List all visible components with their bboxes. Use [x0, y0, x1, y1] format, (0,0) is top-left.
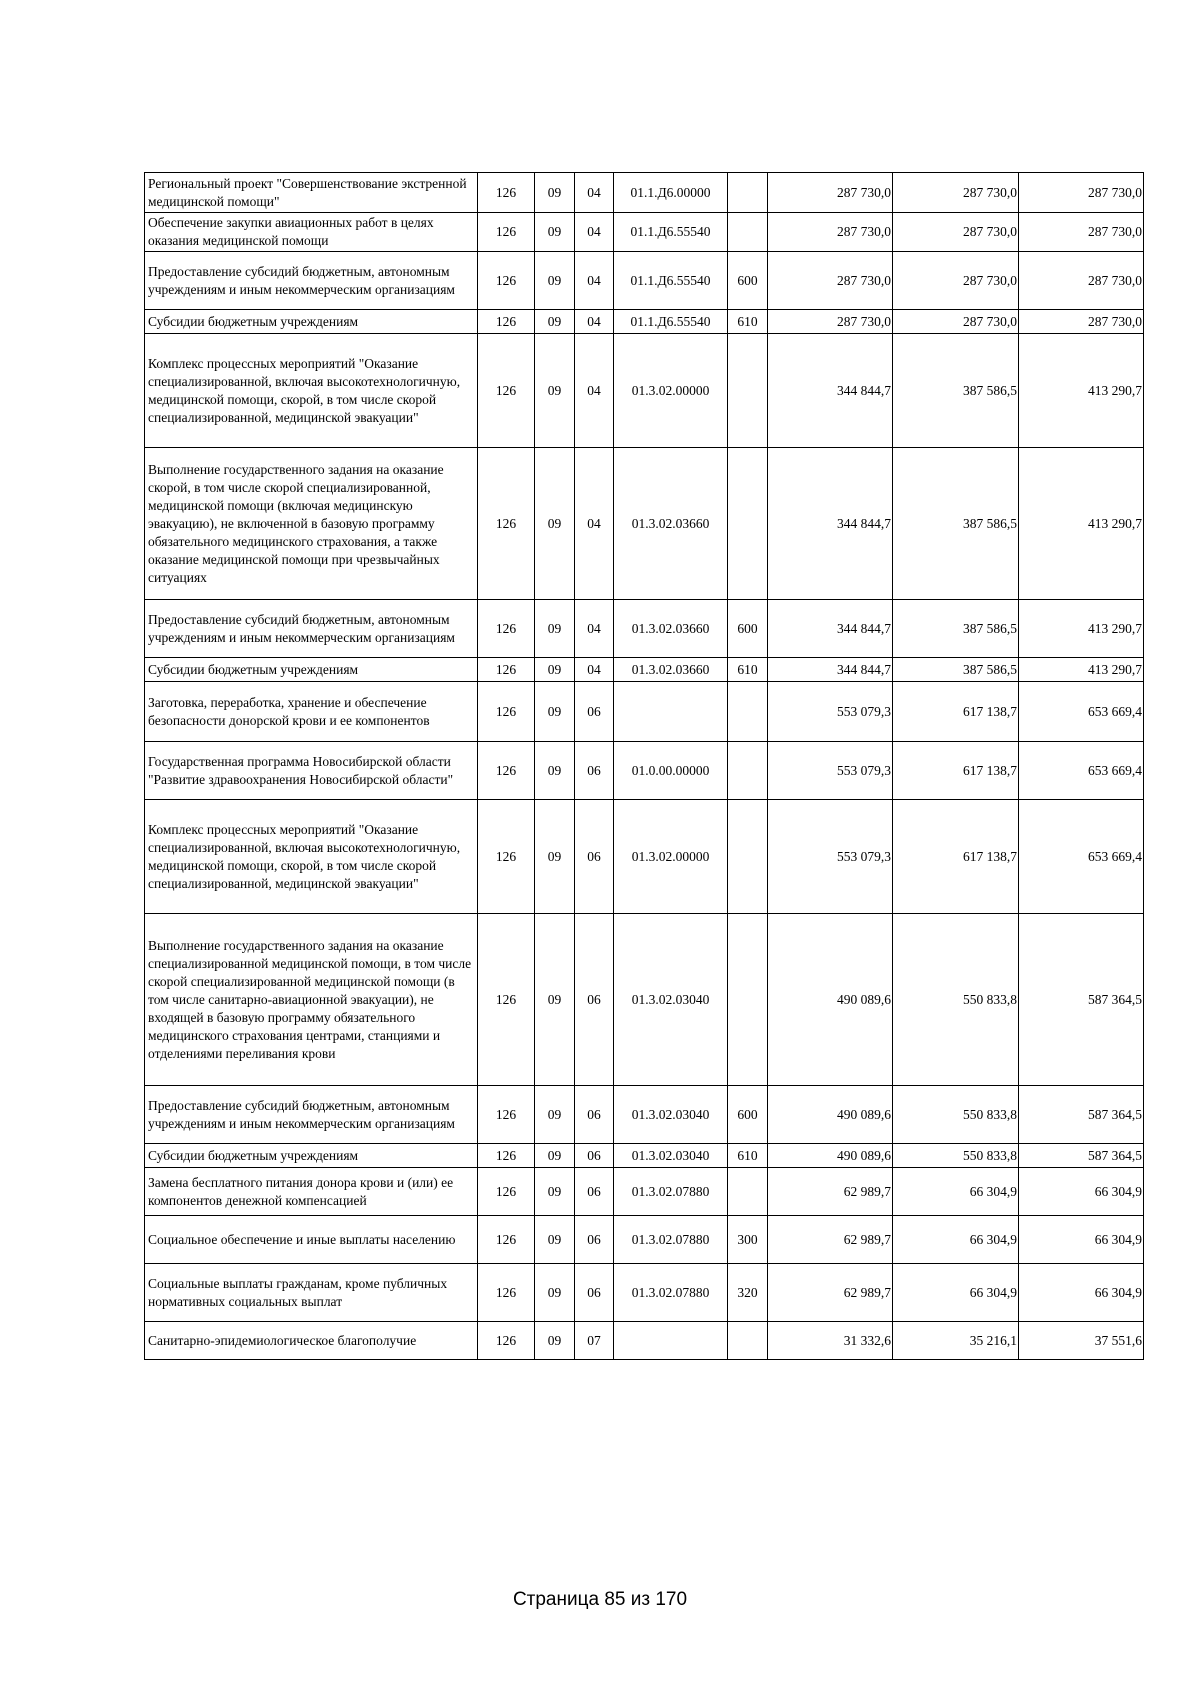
target-article: 01.3.02.03040: [614, 1144, 728, 1168]
ministry-code: 126: [478, 1086, 535, 1144]
sum-year-2: 287 730,0: [893, 173, 1019, 213]
section-code: 09: [535, 213, 575, 252]
row-name: Комплекс процессных мероприятий "Оказание специализированной, включая высокотехнологичную, медицинской помощи, скорой, в том числе скорой специализированной, медицинской эвакуации": [145, 800, 478, 914]
sum-year-2: 387 586,5: [893, 448, 1019, 600]
target-article: 01.3.02.07880: [614, 1264, 728, 1322]
ministry-code: 126: [478, 1264, 535, 1322]
section-code: 09: [535, 1144, 575, 1168]
sum-year-2: 66 304,9: [893, 1216, 1019, 1264]
expense-type: [728, 334, 768, 448]
section-code: 09: [535, 800, 575, 914]
sum-year-3: 287 730,0: [1019, 252, 1144, 310]
sum-year-1: 344 844,7: [768, 600, 893, 658]
section-code: 09: [535, 600, 575, 658]
row-name: Обеспечение закупки авиационных работ в целях оказания медицинской помощи: [145, 213, 478, 252]
expense-type: [728, 682, 768, 742]
section-code: 09: [535, 252, 575, 310]
subsection-code: 07: [575, 1322, 614, 1360]
section-code: 09: [535, 173, 575, 213]
table-row: [145, 742, 1144, 800]
sum-year-1: 62 989,7: [768, 1216, 893, 1264]
expense-type: [728, 1168, 768, 1216]
sum-year-3: 587 364,5: [1019, 1144, 1144, 1168]
expense-type: [728, 742, 768, 800]
sum-year-1: 553 079,3: [768, 800, 893, 914]
target-article: 01.1.Д6.55540: [614, 213, 728, 252]
expense-type: 300: [728, 1216, 768, 1264]
subsection-code: 06: [575, 1264, 614, 1322]
table-row: [145, 682, 1144, 742]
subsection-code: 06: [575, 1216, 614, 1264]
sum-year-2: 287 730,0: [893, 310, 1019, 334]
sum-year-1: 344 844,7: [768, 334, 893, 448]
row-name: Санитарно-эпидемиологическое благополучие: [145, 1322, 478, 1360]
section-code: 09: [535, 1168, 575, 1216]
subsection-code: 04: [575, 173, 614, 213]
sum-year-1: 553 079,3: [768, 742, 893, 800]
target-article: 01.0.00.00000: [614, 742, 728, 800]
expense-type: 600: [728, 252, 768, 310]
subsection-code: 06: [575, 1168, 614, 1216]
expense-type: 320: [728, 1264, 768, 1322]
expense-type: [728, 448, 768, 600]
subsection-code: 04: [575, 658, 614, 682]
row-name: Субсидии бюджетным учреждениям: [145, 1144, 478, 1168]
target-article: [614, 1322, 728, 1360]
subsection-code: 06: [575, 1086, 614, 1144]
expense-type: [728, 914, 768, 1086]
subsection-code: 04: [575, 213, 614, 252]
section-code: 09: [535, 742, 575, 800]
row-name: Субсидии бюджетным учреждениям: [145, 658, 478, 682]
target-article: 01.3.02.00000: [614, 334, 728, 448]
sum-year-2: 35 216,1: [893, 1322, 1019, 1360]
sum-year-3: 413 290,7: [1019, 334, 1144, 448]
section-code: 09: [535, 682, 575, 742]
target-article: 01.3.02.03660: [614, 658, 728, 682]
sum-year-3: 37 551,6: [1019, 1322, 1144, 1360]
sum-year-1: 287 730,0: [768, 213, 893, 252]
sum-year-2: 617 138,7: [893, 742, 1019, 800]
row-name: Региональный проект "Совершенствование экстренной медицинской помощи": [145, 173, 478, 213]
sum-year-3: 287 730,0: [1019, 173, 1144, 213]
ministry-code: 126: [478, 448, 535, 600]
sum-year-2: 550 833,8: [893, 1144, 1019, 1168]
expense-type: 610: [728, 1144, 768, 1168]
row-name: Социальное обеспечение и иные выплаты населению: [145, 1216, 478, 1264]
sum-year-1: 553 079,3: [768, 682, 893, 742]
sum-year-1: 287 730,0: [768, 173, 893, 213]
row-name: Комплекс процессных мероприятий "Оказание специализированной, включая высокотехнологичную, медицинской помощи, скорой, в том числе скорой специализированной, медицинской эвакуации": [145, 334, 478, 448]
ministry-code: 126: [478, 1168, 535, 1216]
table-row: [145, 1168, 1144, 1216]
row-name: Выполнение государственного задания на оказание специализированной медицинской помощи, в том числе скорой специализированной медицинской помощи (в том числе санитарно-авиационной эвакуации), не входящей в базовую программу обязательного медицинского страхования центрами, станциями и отделениями переливания крови: [145, 914, 478, 1086]
sum-year-1: 490 089,6: [768, 1144, 893, 1168]
budget-table: [144, 172, 1144, 1360]
target-article: 01.1.Д6.55540: [614, 252, 728, 310]
ministry-code: 126: [478, 800, 535, 914]
sum-year-3: 587 364,5: [1019, 1086, 1144, 1144]
target-article: 01.3.02.03040: [614, 914, 728, 1086]
table-row: [145, 213, 1144, 252]
target-article: 01.3.02.03660: [614, 600, 728, 658]
ministry-code: 126: [478, 658, 535, 682]
sum-year-1: 490 089,6: [768, 1086, 893, 1144]
expense-type: 600: [728, 1086, 768, 1144]
section-code: 09: [535, 1216, 575, 1264]
sum-year-3: 653 669,4: [1019, 682, 1144, 742]
section-code: 09: [535, 334, 575, 448]
table-row: [145, 1144, 1144, 1168]
target-article: 01.3.02.00000: [614, 800, 728, 914]
sum-year-1: 287 730,0: [768, 310, 893, 334]
sum-year-3: 413 290,7: [1019, 600, 1144, 658]
table-row: [145, 658, 1144, 682]
row-name: Социальные выплаты гражданам, кроме публичных нормативных социальных выплат: [145, 1264, 478, 1322]
sum-year-3: 287 730,0: [1019, 310, 1144, 334]
sum-year-3: 66 304,9: [1019, 1264, 1144, 1322]
expense-type: 610: [728, 658, 768, 682]
target-article: 01.1.Д6.55540: [614, 310, 728, 334]
ministry-code: 126: [478, 252, 535, 310]
table-row: [145, 334, 1144, 448]
subsection-code: 06: [575, 800, 614, 914]
sum-year-2: 550 833,8: [893, 914, 1019, 1086]
section-code: 09: [535, 914, 575, 1086]
sum-year-2: 387 586,5: [893, 600, 1019, 658]
row-name: Предоставление субсидий бюджетным, автономным учреждениям и иным некоммерческим организациям: [145, 1086, 478, 1144]
expense-type: [728, 173, 768, 213]
sum-year-1: 62 989,7: [768, 1264, 893, 1322]
row-name: Государственная программа Новосибирской области "Развитие здравоохранения Новосибирской области": [145, 742, 478, 800]
section-code: 09: [535, 658, 575, 682]
subsection-code: 04: [575, 334, 614, 448]
table-row: [145, 448, 1144, 600]
sum-year-3: 287 730,0: [1019, 213, 1144, 252]
section-code: 09: [535, 1086, 575, 1144]
ministry-code: 126: [478, 914, 535, 1086]
sum-year-3: 653 669,4: [1019, 742, 1144, 800]
table-row: [145, 1086, 1144, 1144]
table-row: [145, 1216, 1144, 1264]
ministry-code: 126: [478, 1144, 535, 1168]
sum-year-3: 653 669,4: [1019, 800, 1144, 914]
subsection-code: 04: [575, 252, 614, 310]
sum-year-2: 287 730,0: [893, 252, 1019, 310]
ministry-code: 126: [478, 310, 535, 334]
row-name: Заготовка, переработка, хранение и обеспечение безопасности донорской крови и ее компонентов: [145, 682, 478, 742]
sum-year-2: 287 730,0: [893, 213, 1019, 252]
section-code: 09: [535, 310, 575, 334]
expense-type: [728, 800, 768, 914]
row-name: Предоставление субсидий бюджетным, автономным учреждениям и иным некоммерческим организациям: [145, 252, 478, 310]
row-name: Предоставление субсидий бюджетным, автономным учреждениям и иным некоммерческим организациям: [145, 600, 478, 658]
target-article: 01.1.Д6.00000: [614, 173, 728, 213]
expense-type: 600: [728, 600, 768, 658]
sum-year-3: 587 364,5: [1019, 914, 1144, 1086]
ministry-code: 126: [478, 682, 535, 742]
subsection-code: 04: [575, 310, 614, 334]
table-row: [145, 1322, 1144, 1360]
sum-year-3: 66 304,9: [1019, 1168, 1144, 1216]
table-row: [145, 173, 1144, 213]
table-row: [145, 800, 1144, 914]
sum-year-2: 387 586,5: [893, 658, 1019, 682]
ministry-code: 126: [478, 213, 535, 252]
target-article: 01.3.02.07880: [614, 1216, 728, 1264]
sum-year-3: 413 290,7: [1019, 448, 1144, 600]
sum-year-1: 287 730,0: [768, 252, 893, 310]
sum-year-2: 550 833,8: [893, 1086, 1019, 1144]
row-name: Выполнение государственного задания на оказание скорой, в том числе скорой специализированной, медицинской помощи (включая медицинскую эвакуацию), не включенной в базовую программу обязательного медицинского страхования, а также оказание медицинской помощи при чрезвычайных ситуациях: [145, 448, 478, 600]
table-body: [145, 173, 1144, 1360]
sum-year-1: 62 989,7: [768, 1168, 893, 1216]
subsection-code: 06: [575, 742, 614, 800]
sum-year-1: 31 332,6: [768, 1322, 893, 1360]
row-name: Замена бесплатного питания донора крови и (или) ее компонентов денежной компенсацией: [145, 1168, 478, 1216]
subsection-code: 06: [575, 1144, 614, 1168]
ministry-code: 126: [478, 1322, 535, 1360]
sum-year-2: 66 304,9: [893, 1264, 1019, 1322]
ministry-code: 126: [478, 1216, 535, 1264]
table-row: [145, 914, 1144, 1086]
target-article: 01.3.02.03040: [614, 1086, 728, 1144]
subsection-code: 04: [575, 600, 614, 658]
expense-type: [728, 1322, 768, 1360]
sum-year-2: 617 138,7: [893, 682, 1019, 742]
target-article: [614, 682, 728, 742]
expense-type: 610: [728, 310, 768, 334]
sum-year-2: 66 304,9: [893, 1168, 1019, 1216]
row-name: Субсидии бюджетным учреждениям: [145, 310, 478, 334]
sum-year-1: 344 844,7: [768, 658, 893, 682]
table-row: [145, 252, 1144, 310]
expense-type: [728, 213, 768, 252]
table-row: [145, 310, 1144, 334]
ministry-code: 126: [478, 600, 535, 658]
subsection-code: 06: [575, 682, 614, 742]
ministry-code: 126: [478, 173, 535, 213]
section-code: 09: [535, 448, 575, 600]
section-code: 09: [535, 1322, 575, 1360]
ministry-code: 126: [478, 742, 535, 800]
section-code: 09: [535, 1264, 575, 1322]
target-article: 01.3.02.07880: [614, 1168, 728, 1216]
sum-year-1: 344 844,7: [768, 448, 893, 600]
sum-year-1: 490 089,6: [768, 914, 893, 1086]
subsection-code: 04: [575, 448, 614, 600]
table-row: [145, 1264, 1144, 1322]
sum-year-2: 617 138,7: [893, 800, 1019, 914]
target-article: 01.3.02.03660: [614, 448, 728, 600]
subsection-code: 06: [575, 914, 614, 1086]
ministry-code: 126: [478, 334, 535, 448]
sum-year-3: 413 290,7: [1019, 658, 1144, 682]
page-number: Страница 85 из 170: [512, 1589, 688, 1610]
sum-year-3: 66 304,9: [1019, 1216, 1144, 1264]
table-row: [145, 600, 1144, 658]
sum-year-2: 387 586,5: [893, 334, 1019, 448]
